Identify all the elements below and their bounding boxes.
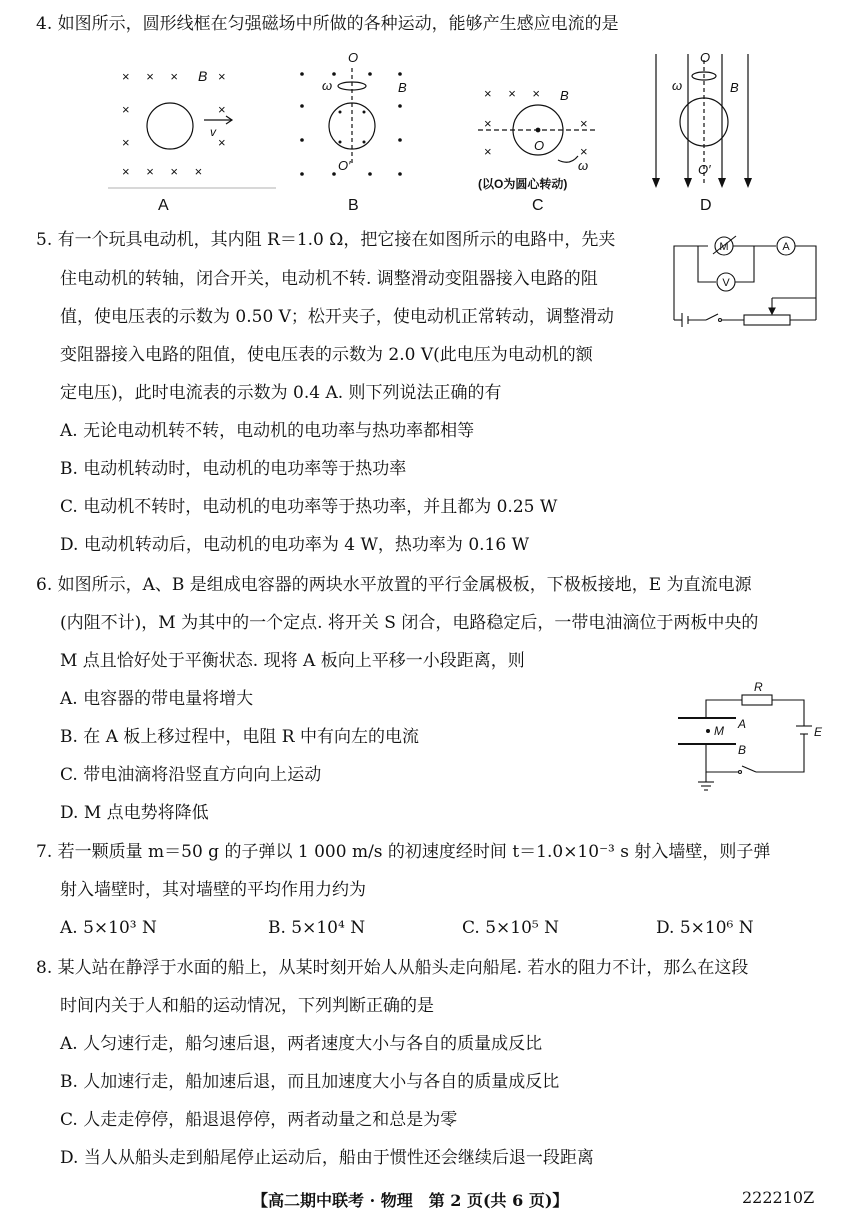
figA-label: A: [158, 197, 169, 214]
page-footer: 【高二期中联考 · 物理 第 2 页(共 6 页)】: [252, 1191, 569, 1210]
figB-label: B: [348, 197, 359, 214]
q5-option-c: C. 电动机不转时，电动机的电功率等于热功率，并且都为 0.25 W: [60, 497, 558, 517]
q7-line-1: 7. 若一颗质量 m＝50 g 的子弹以 1 000 m/s 的初速度经时间 t＝1.0×10⁻³ s 射入墙壁，则子弹: [36, 842, 771, 862]
q6-circuit: [676, 680, 826, 792]
q6-source-label: E: [814, 725, 823, 739]
q5-motor-symbol: M: [719, 241, 729, 253]
svg-text:×: ×: [484, 116, 492, 131]
figC-o: O: [534, 138, 545, 153]
q6-line-3: M 点且恰好处于平衡状态. 现将 A 板向上平移一小段距离，则: [60, 651, 525, 671]
q8-option-d: D. 当人从船头走到船尾停止运动后，船由于惯性还会继续后退一段距离: [60, 1148, 594, 1168]
figD-o-top: O: [700, 50, 711, 65]
q7-option-b: B. 5×10⁴ N: [268, 918, 366, 938]
svg-text:× × ×: × × ×: [122, 69, 178, 84]
q5-line-4: 变阻器接入电路的阻值，使电压表的示数为 2.0 V(此电压为电动机的额: [60, 345, 593, 365]
q5-option-a: A. 无论电动机转不转，电动机的电功率与热功率都相等: [60, 421, 475, 441]
q6-option-b: B. 在 A 板上移过程中，电阻 R 中有向左的电流: [60, 727, 419, 747]
exam-code: 222210Z: [742, 1188, 815, 1207]
svg-text:× × × ×: × × × ×: [122, 164, 203, 179]
figC-label: C: [532, 197, 544, 214]
svg-text:×: ×: [580, 144, 588, 159]
figD-label: D: [700, 197, 712, 214]
figC-rotation-arrow: [558, 156, 578, 162]
q6-plate-b-label: B: [738, 743, 747, 757]
q7-line-2: 射入墙壁时，其对墙壁的平均作用力约为: [60, 880, 366, 900]
q6-line-1: 6. 如图所示，A、B 是组成电容器的两块水平放置的平行金属极板，下极板接地，E 为直流电源: [36, 575, 752, 595]
q8-line-2: 时间内关于人和船的运动情况，下列判断正确的是: [60, 996, 434, 1016]
figA-v-label: v: [210, 125, 216, 139]
svg-text:×: ×: [484, 144, 492, 159]
q4-figures: [108, 48, 758, 216]
figB-o-top: O: [348, 50, 359, 65]
q5-option-b: B. 电动机转动时，电动机的电功率等于热功率: [60, 459, 407, 479]
figD-arrowheads: [652, 178, 752, 188]
figB-b-label: B: [398, 80, 407, 95]
q6-resistor-label: R: [754, 680, 763, 694]
q5-line-3: 值，使电压表的示数为 0.50 V；松开夹子，使电动机正常转动，调整滑动: [60, 307, 614, 327]
q5-circuit: [668, 230, 828, 340]
figB-o-bottom: O′: [338, 158, 351, 173]
figB-omega: ω: [322, 78, 333, 93]
q6-line-2: (内阻不计)，M 为其中的一个定点. 将开关 S 闭合，电路稳定后，一带电油滴位于两板中央的: [60, 613, 759, 633]
figA-loop: [147, 103, 193, 149]
figA-field: [122, 69, 226, 179]
q5-line-2: 住电动机的转轴，闭合开关，电动机不转. 调整滑动变阻器接入电路的阻: [60, 269, 598, 289]
svg-text:×: ×: [122, 102, 130, 117]
q8-option-c: C. 人走走停停，船退退停停，两者动量之和总是为零: [60, 1110, 458, 1130]
figC-caption: (以O为圆心转动): [478, 177, 568, 191]
q8-option-b: B. 人加速行走，船加速后退，而且加速度大小与各自的质量成反比: [60, 1072, 560, 1092]
svg-text:×: ×: [122, 135, 130, 150]
q6-point-m-label: M: [714, 724, 724, 738]
figC-omega: ω: [578, 158, 589, 173]
svg-text:×: ×: [218, 102, 226, 117]
q5-line-5: 定电压)，此时电流表的示数为 0.4 A. 则下列说法正确的有: [60, 383, 502, 403]
q7-option-d: D. 5×10⁶ N: [656, 918, 754, 938]
q8-line-1: 8. 某人站在静浮于水面的船上，从某时刻开始人从船头走向船尾. 若水的阻力不计，那么在这段: [36, 958, 749, 978]
figB-dots: [300, 72, 402, 176]
q6-option-d: D. M 点电势将降低: [60, 803, 209, 823]
q5-voltmeter-symbol: V: [722, 277, 730, 289]
svg-text:× × ×: × × ×: [484, 86, 540, 101]
q8-option-a: A. 人匀速行走，船匀速后退，两者速度大小与各自的质量成反比: [60, 1034, 543, 1054]
q5-option-d: D. 电动机转动后，电动机的电功率为 4 W，热功率为 0.16 W: [60, 535, 530, 555]
svg-text:×: ×: [218, 135, 226, 150]
svg-text:×: ×: [218, 69, 226, 84]
q6-option-c: C. 带电油滴将沿竖直方向向上运动: [60, 765, 322, 785]
q7-option-c: C. 5×10⁵ N: [462, 918, 559, 938]
figD-o-bottom: O′: [698, 162, 711, 177]
q6-option-a: A. 电容器的带电量将增大: [60, 689, 254, 709]
q4-figures-svg: [108, 48, 758, 216]
figC-center: [536, 128, 540, 132]
q6-plate-a-label: A: [738, 717, 747, 731]
figD-omega: ω: [672, 78, 683, 93]
svg-text:×: ×: [580, 116, 588, 131]
figA-b-label: B: [198, 68, 208, 84]
figD-b-label: B: [730, 80, 739, 95]
figC-b-label: B: [560, 88, 569, 103]
q7-option-a: A. 5×10³ N: [60, 918, 157, 938]
q5-ammeter-symbol: A: [782, 241, 790, 253]
q5-line-1: 5. 有一个玩具电动机，其内阻 R＝1.0 Ω，把它接在如图所示的电路中，先夹: [36, 230, 616, 250]
q4-stem: 4. 如图所示，圆形线框在匀强磁场中所做的各种运动，能够产生感应电流的是: [36, 14, 619, 34]
